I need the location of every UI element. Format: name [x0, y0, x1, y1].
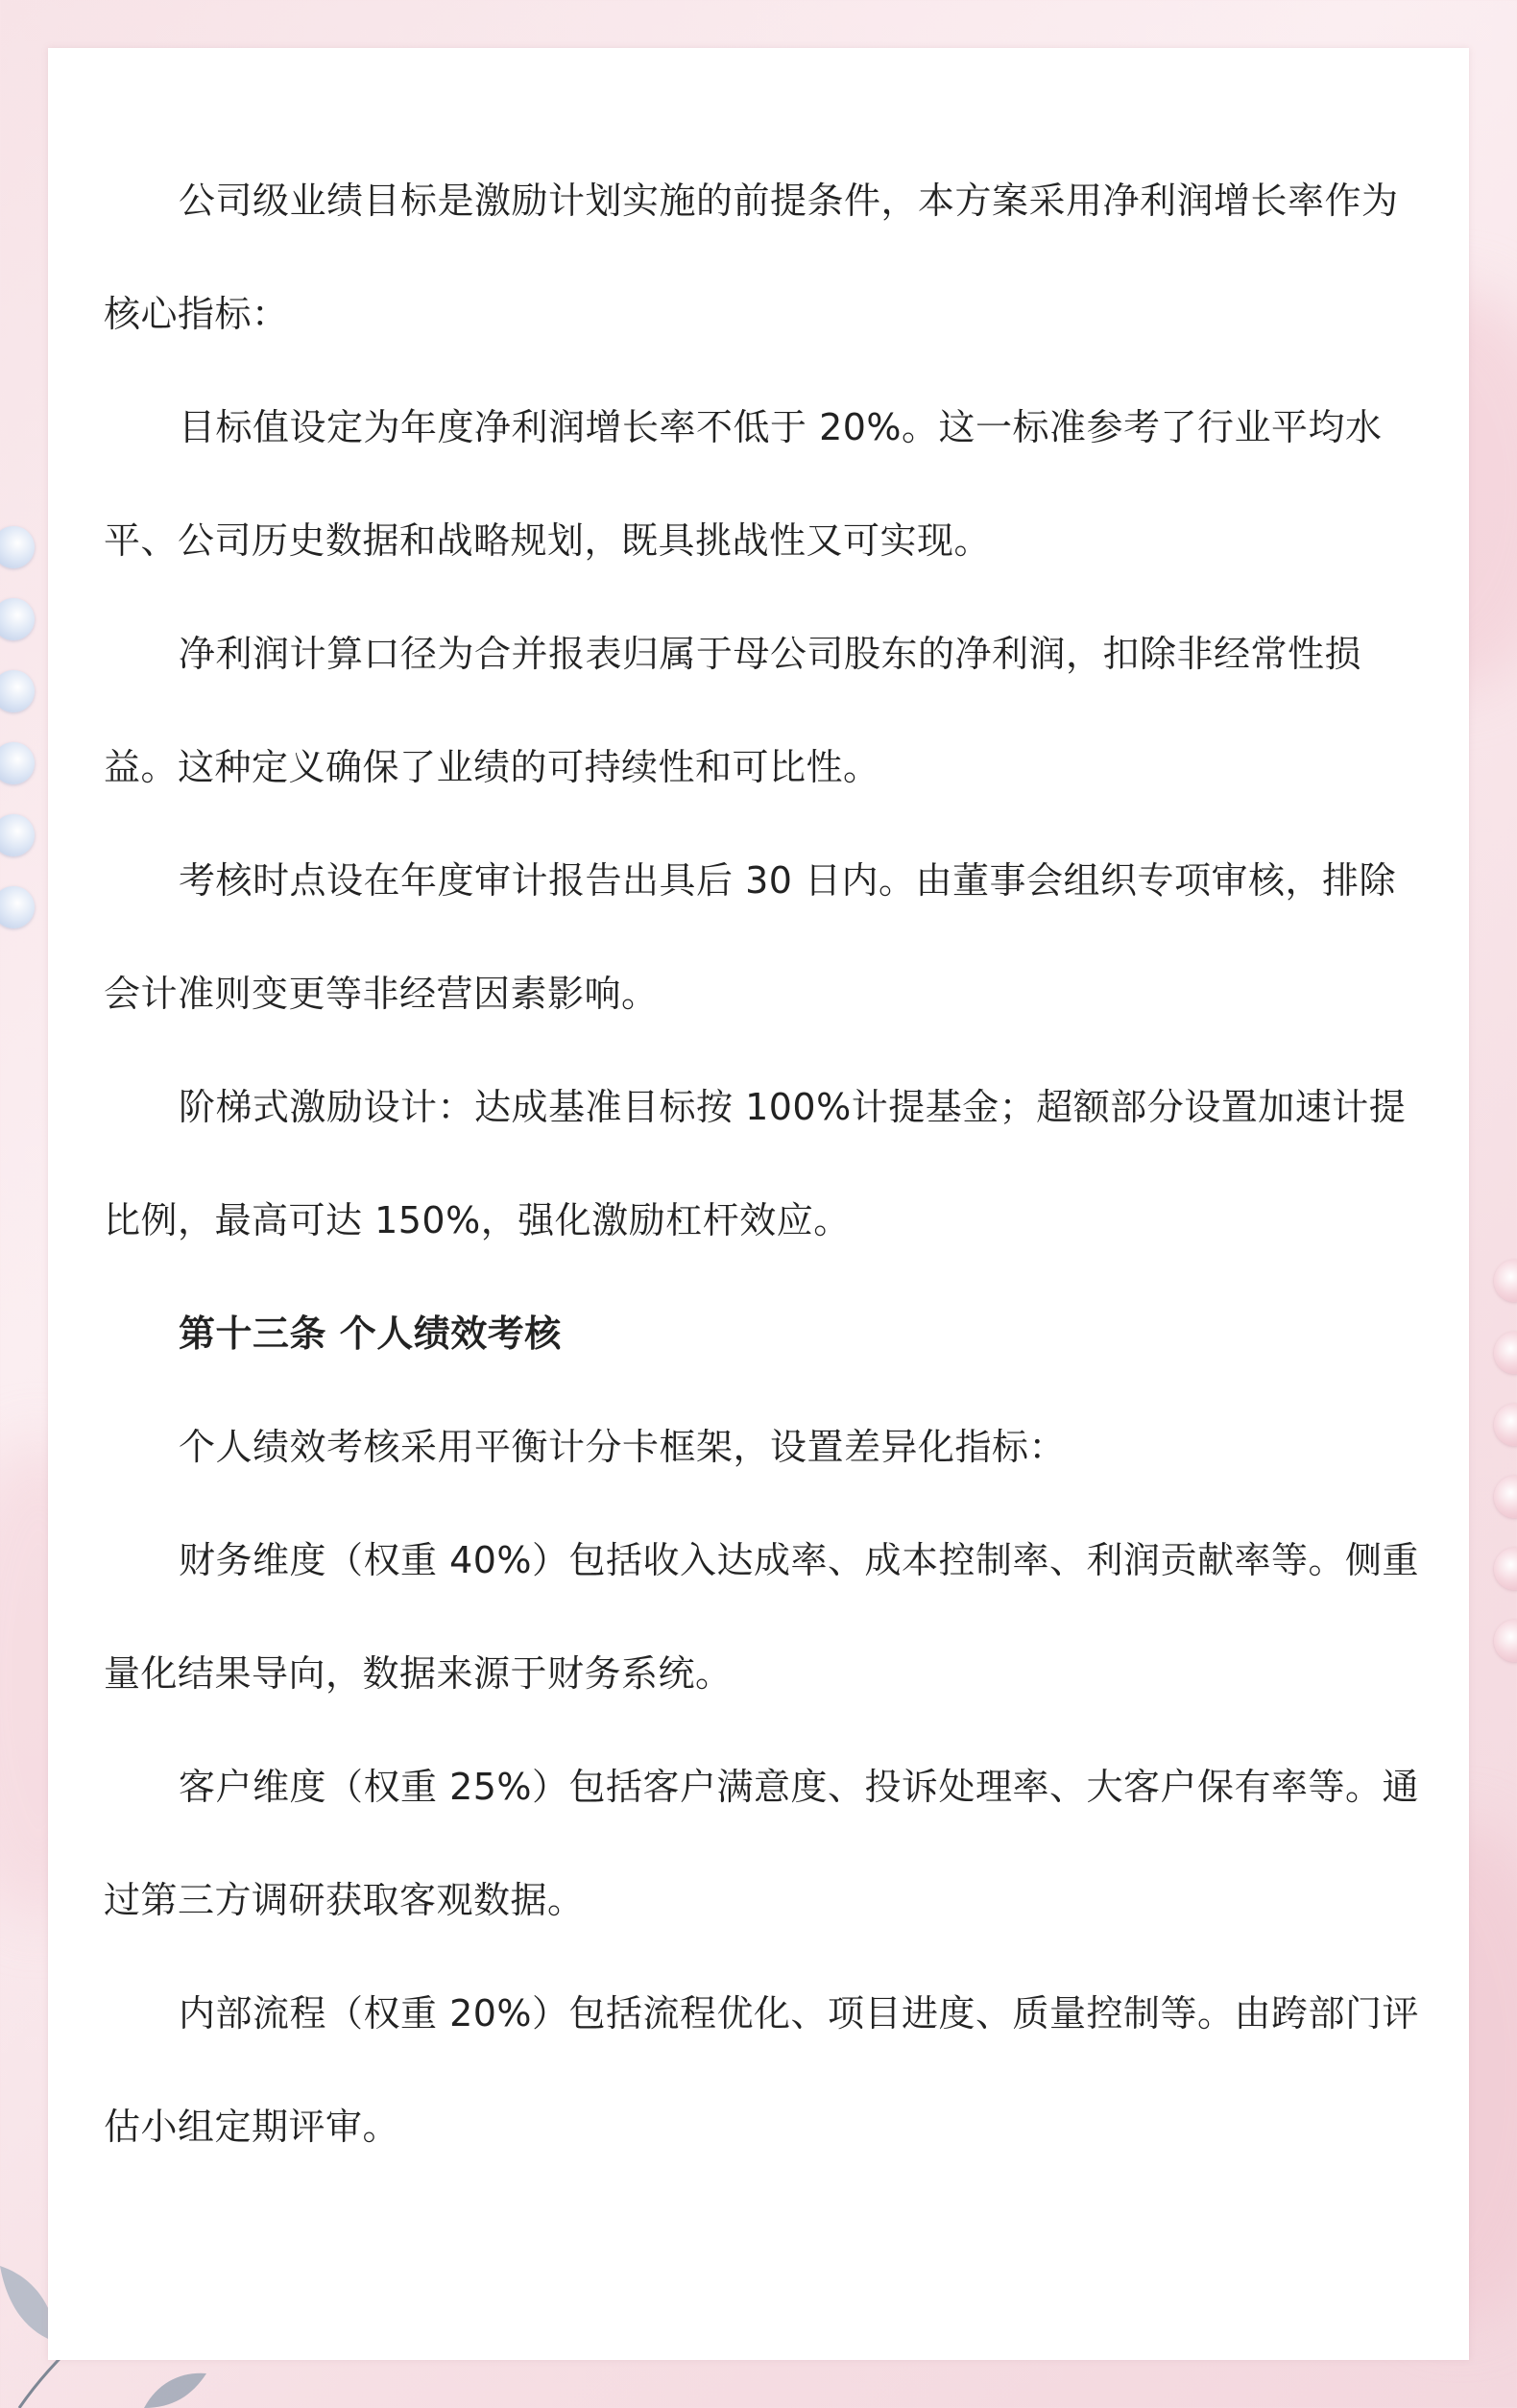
binder-ring-icon: [0, 814, 35, 856]
binder-ring-icon: [1494, 1476, 1517, 1518]
binder-ring-icon: [0, 670, 35, 712]
paragraph: 内部流程（权重 20%）包括流程优化、项目进度、质量控制等。由跨部门评估小组定期评审。: [104, 1992, 1420, 2148]
paragraph: 客户维度（权重 25%）包括客户满意度、投诉处理率、大客户保有率等。通过第三方调研获取客观数据。: [104, 1766, 1420, 1921]
paragraph: 个人绩效考核采用平衡计分卡框架，设置差异化指标：: [179, 1426, 1067, 1468]
binder-ring-icon: [0, 526, 35, 568]
paragraph: 财务维度（权重 40%）包括收入达成率、成本控制率、利润贡献率等。侧重量化结果导向，数据来源于财务系统。: [104, 1539, 1420, 1695]
binder-ring-icon: [0, 742, 35, 784]
paragraph: 公司级业绩目标是激励计划实施的前提条件，本方案采用净利润增长率作为核心指标：: [104, 180, 1399, 335]
binder-ring-icon: [1494, 1260, 1517, 1302]
document-body: [104, 144, 1429, 2183]
paragraph: 考核时点设在年度审计报告出具后 30 日内。由董事会组织专项审核，排除会计准则变更等非经营因素影响。: [104, 859, 1397, 1015]
paragraph: 目标值设定为年度净利润增长率不低于 20%。这一标准参考了行业平均水平、公司历史数据和战略规划，既具挑战性又可实现。: [104, 406, 1383, 562]
binder-ring-icon: [0, 598, 35, 640]
paragraph: 阶梯式激励设计：达成基准目标按 100%计提基金；超额部分设置加速计提比例，最高可达 150%，强化激励杠杆效应。: [104, 1086, 1407, 1241]
binder-ring-icon: [1494, 1404, 1517, 1446]
paragraph: 净利润计算口径为合并报表归属于母公司股东的净利润，扣除非经常性损益。这种定义确保了业绩的可持续性和可比性。: [104, 633, 1362, 788]
binder-rings-right: [1475, 1260, 1517, 1692]
section-heading: 第十三条 个人绩效考核: [179, 1312, 562, 1355]
document-page: [48, 48, 1469, 2360]
binder-ring-icon: [1494, 1548, 1517, 1590]
binder-ring-icon: [1494, 1332, 1517, 1374]
binder-ring-icon: [0, 886, 35, 928]
binder-rings-left: [0, 526, 42, 958]
binder-ring-icon: [1494, 1620, 1517, 1662]
